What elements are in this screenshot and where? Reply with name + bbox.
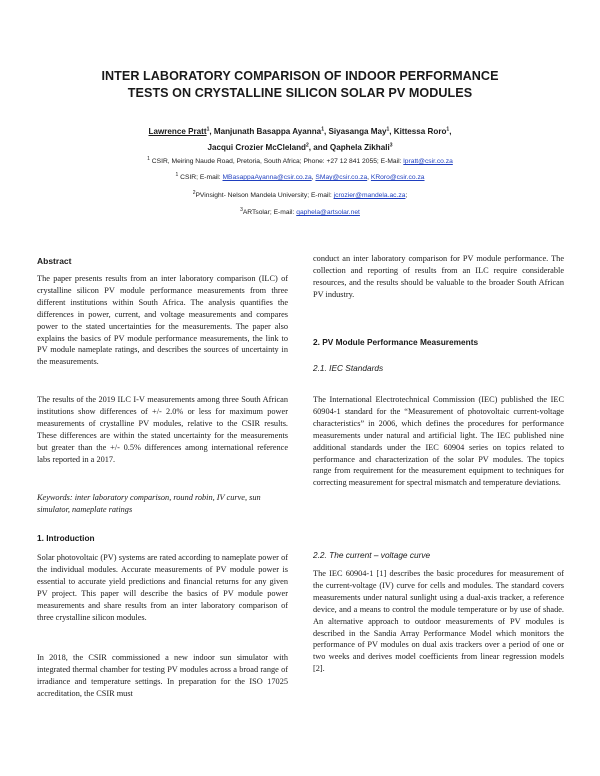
section-1-heading: 1. Introduction bbox=[37, 533, 95, 543]
title-line-1: INTER LABORATORY COMPARISON OF INDOOR PERFORMANCE bbox=[101, 69, 499, 83]
affiliation-separator: ; bbox=[405, 192, 408, 199]
affiliation-text: PVinsight- Nelson Mandela University; E-mail: bbox=[195, 192, 334, 199]
email-link[interactable]: KRoro@csir.co.za bbox=[370, 174, 425, 181]
intro-paragraph-1: Solar photovoltaic (PV) systems are rated according to nameplate power of the individual modules. Accurate measurements of PV module power is essential to accurate yield predictions and financial returns for any given PV project. This paper will describe the basics of PV module power measurements and share results from an inter laboratory comparison of three crystalline silicon modules. bbox=[37, 553, 288, 622]
subsection-2-1-heading: 2.1. IEC Standards bbox=[313, 363, 384, 373]
affiliation-text: CSIR; E-mail: bbox=[178, 174, 223, 181]
affiliation-2 bbox=[40, 173, 560, 183]
abstract-paragraph-1: The paper presents results from an inter laboratory comparison (ILC) of crystalline silicon PV module performance measurements from three different institutions within South Africa. The analysis quantifies the differences in power, current, and voltage measurements and compares power to the stated uncertainties for the measurements. The paper also explains the basics of PV module performance measurements, the link to PV module nameplate ratings, and describes the sources of uncertainty in the measurements. bbox=[37, 274, 288, 367]
abstract-paragraph-2: The results of the 2019 ILC I-V measurements among three South African institutions show differences of +/- 2.0% or less for maximum power measurements of crystalline PV modules, relative to the CSIR results. These differences are within the stated uncertainty for the measurements but greater than the +/- 0.5% differences among international reference labs reported in a 2017. bbox=[37, 395, 288, 464]
author-affiliation-mark: 1 bbox=[206, 126, 210, 133]
author-affiliation-mark: 1 bbox=[446, 126, 450, 133]
author-name: , Kittessa Roro bbox=[389, 127, 447, 136]
title-line-2: TESTS ON CRYSTALLINE SILICON SOLAR PV MODULES bbox=[127, 86, 473, 100]
section-2-1-paragraph: The International Electrotechnical Commission (IEC) published the IEC 60904-1 standard for the “Measurement of photovoltaic current-voltage characteristics” in 2006, which defines the procedures for performance measurements under natural and artificial light. The IEC published nine additional standards under the IEC 60904 series on topics related to performance and characterization of the solar PV modules. The topics range from requirement for the measurement equipment to techniques for correcting measurement for spectral mismatch and temperature deviations. bbox=[313, 395, 564, 488]
affiliation-3 bbox=[40, 191, 560, 201]
affiliation-mark: 1 bbox=[147, 155, 150, 162]
intro-paragraph-2: In 2018, the CSIR commissioned a new indoor sun simulator with integrated thermal chamber for testing PV modules across a broad range of irradiance and temperature settings. In preparation for the ISO 17025 accreditation, the CSIR must bbox=[37, 653, 288, 698]
affiliation-text: ARTsolar; E-mail: bbox=[242, 209, 297, 216]
affiliation-mark: 2 bbox=[192, 189, 196, 196]
author-list bbox=[40, 124, 560, 156]
intro-continued-paragraph: conduct an inter laboratory comparison for PV module performance. The collection and reporting of results from an ILC require considerable resources, and the results should be valuable to the broader South African PV industry. bbox=[313, 254, 564, 299]
subsection-2-2-heading: 2.2. The current – voltage curve bbox=[313, 550, 431, 560]
author-line-2 bbox=[40, 140, 560, 156]
author-line-1 bbox=[40, 124, 560, 140]
abstract-heading: Abstract bbox=[37, 256, 72, 266]
email-link[interactable]: SMay@csir.co.za bbox=[315, 174, 368, 181]
section-2-heading: 2. PV Module Performance Measurements bbox=[313, 337, 479, 347]
author-affiliation-mark: 2 bbox=[305, 142, 309, 149]
author-name: , Siyasanga May bbox=[323, 127, 387, 136]
email-link[interactable]: jcrozier@mandela.ac.za bbox=[333, 192, 406, 199]
author-affiliation-mark: 1 bbox=[321, 126, 324, 133]
affiliation-separator: , bbox=[311, 174, 316, 181]
author-affiliation-mark: 1 bbox=[386, 126, 390, 133]
email-link[interactable]: qaphela@artsolar.net bbox=[296, 209, 360, 216]
affiliation-separator: , bbox=[367, 174, 371, 181]
author-separator: , bbox=[449, 127, 452, 136]
affiliation-mark: 3 bbox=[240, 206, 243, 213]
email-link[interactable]: MBasappaAyanna@csir.co.za bbox=[222, 174, 312, 181]
author-name: , Manjunath Basappa Ayanna bbox=[209, 127, 322, 136]
author-affiliation-mark: 3 bbox=[389, 142, 393, 149]
affiliation-mark: 1 bbox=[175, 171, 179, 178]
affiliation-1 bbox=[40, 157, 560, 167]
paper-title bbox=[40, 68, 560, 102]
keywords: Keywords: inter laboratory comparison, round robin, IV curve, sun simulator, nameplate ratings bbox=[37, 493, 261, 514]
email-link[interactable]: lpratt@csir.co.za bbox=[403, 158, 453, 165]
author-name: Lawrence Pratt bbox=[148, 127, 207, 136]
author-name: Jacqui Crozier McCleland bbox=[207, 143, 306, 152]
author-name: , and Qaphela Zikhali bbox=[308, 143, 390, 152]
affiliation-4 bbox=[40, 208, 560, 218]
affiliation-text: CSIR, Meiring Naude Road, Pretoria, South Africa; Phone: +27 12 841 2055; E-Mail: bbox=[149, 158, 404, 165]
section-2-2-paragraph: The IEC 60904-1 [1] describes the basic procedures for measurement of the current-voltage (IV) curve for cells and modules. The standard covers measurements under natural sunlight using a dual-axis tracker, a reference device, and a means to control the module temperature or by use of shade. An alternative approach to outdoor measurements of PV modules is described in the Sandia Array Performance Model which monitors the performance of PV modules on dual axis trackers over a period of one or two weeks and derives model coefficients from linear regression models [2]. bbox=[313, 569, 564, 674]
